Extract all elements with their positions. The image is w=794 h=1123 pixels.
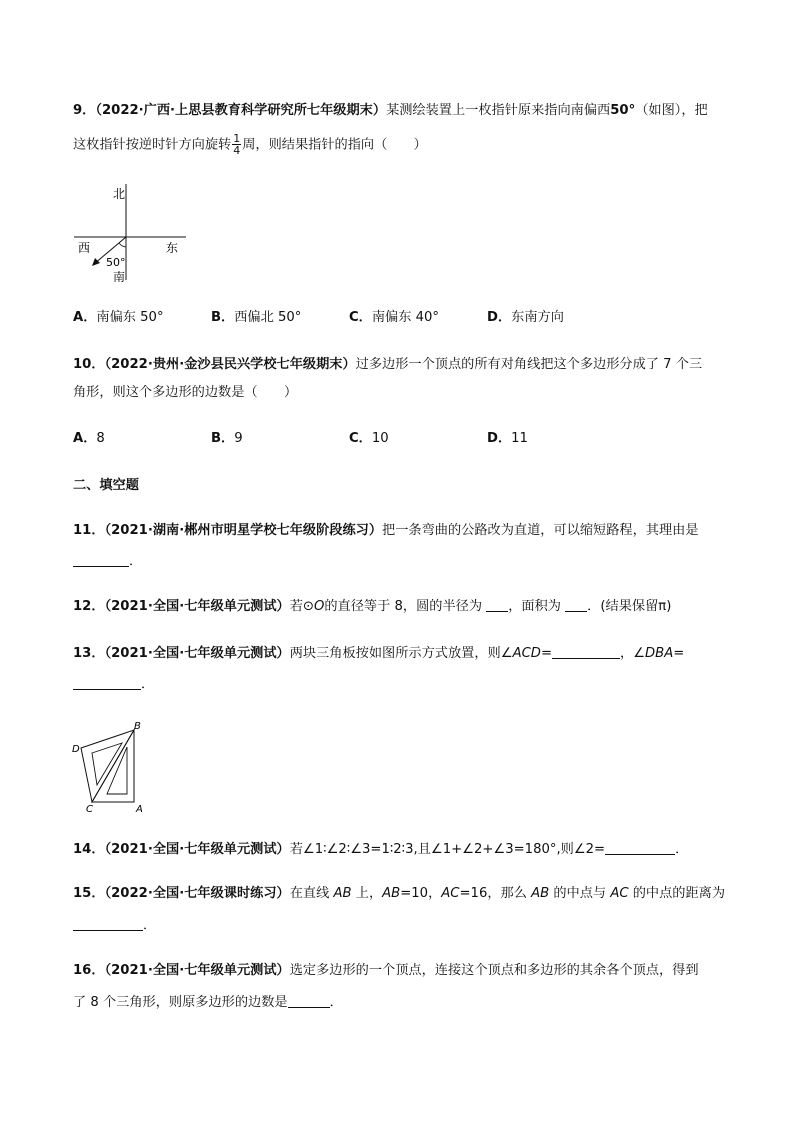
q11-tail: ． xyxy=(129,554,143,569)
compass-north: 北 xyxy=(113,187,126,201)
option-text: 8 xyxy=(96,431,105,446)
option-letter: B． xyxy=(211,431,235,446)
q15-t1: 在直线 xyxy=(289,886,334,901)
q13-line2 xyxy=(73,676,154,694)
option-letter: C． xyxy=(349,310,372,325)
point-a-label: A xyxy=(136,804,143,814)
q12-line xyxy=(73,598,671,616)
q15-ab: AB xyxy=(333,886,352,901)
q13-t3: ，∠ xyxy=(620,646,646,661)
q9-option-c[interactable] xyxy=(349,309,439,327)
q16-source: （2021·全国·七年级单元测试） xyxy=(104,963,290,978)
q9-option-d[interactable] xyxy=(487,309,564,327)
q15-t2: 上， xyxy=(351,886,383,901)
q9-source: （2022·广西·上思县教育科学研究所七年级期末） xyxy=(95,103,387,118)
q15-number: 15． xyxy=(73,886,105,901)
q13-source: （2021·全国·七年级单元测试） xyxy=(104,646,290,661)
q9-option-b[interactable] xyxy=(211,309,301,327)
compass-south: 南 xyxy=(113,270,126,284)
outer-triangle-b xyxy=(81,730,134,802)
q16-line2-text: 了 8 个三角形，则原多边形的边数是 xyxy=(73,995,288,1010)
q9-line2a: 这枚指针按逆时针方向旋转 xyxy=(73,137,232,153)
needle-arrowhead-icon xyxy=(92,258,100,266)
q9-text2: （如图），把 xyxy=(635,103,708,118)
q13-number: 13． xyxy=(73,646,105,661)
q13-acd: ACD xyxy=(512,646,541,661)
section-heading: 二、填空题 xyxy=(73,478,139,493)
q11-line1 xyxy=(73,522,699,540)
option-letter: D． xyxy=(487,310,512,325)
q10-option-b[interactable] xyxy=(211,430,243,448)
option-text: 11 xyxy=(511,431,528,446)
compass-west: 西 xyxy=(78,241,91,255)
q15-ac: AC xyxy=(441,886,460,901)
q15-line2 xyxy=(73,917,156,935)
q12-t4: ．(结果保留π) xyxy=(587,599,672,614)
q9-line2b: 周，则结果指针的指向（ ） xyxy=(242,137,427,153)
q15-line1 xyxy=(73,885,725,903)
option-letter: A． xyxy=(73,431,97,446)
q9-line1 xyxy=(73,102,708,120)
q10-option-a[interactable] xyxy=(73,430,105,448)
q9-option-a[interactable] xyxy=(73,309,164,327)
q12-number: 12． xyxy=(73,599,105,614)
q13-t1: 两块三角板按如图所示方式放置，则∠ xyxy=(289,646,513,661)
q13-acd-blank[interactable] xyxy=(552,645,620,659)
point-d-label: D xyxy=(72,744,80,755)
q10-number: 10． xyxy=(73,357,105,372)
q14-source: （2021·全国·七年级单元测试） xyxy=(104,842,290,857)
compass-angle-label: 50° xyxy=(106,256,126,269)
q11-text1: 把一条弯曲的公路改为直道，可以缩短路程，其理由是 xyxy=(382,523,699,538)
q15-ab3: AB xyxy=(531,886,550,901)
option-letter: D． xyxy=(487,431,512,446)
q12-o: O xyxy=(313,599,325,614)
q10-text1: 过多边形一个顶点的所有对角线把这个多边形分成了 7 个三 xyxy=(355,357,703,372)
q12-area-blank[interactable] xyxy=(565,598,587,612)
q13-dba-blank[interactable] xyxy=(73,676,141,690)
q13-t4: = xyxy=(673,646,685,661)
q16-text1: 选定多边形的一个顶点，连接这个顶点和多边形的其余各个顶点，得到 xyxy=(289,963,699,978)
q12-source: （2021·全国·七年级单元测试） xyxy=(104,599,290,614)
q10-option-c[interactable] xyxy=(349,430,389,448)
q9-compass-figure xyxy=(70,180,190,285)
q16-number: 16． xyxy=(73,963,105,978)
option-letter: C． xyxy=(349,431,372,446)
option-text: 南偏东 50° xyxy=(96,310,164,325)
q13-tail: ． xyxy=(141,677,155,692)
q15-answer-blank[interactable] xyxy=(73,917,143,931)
q12-t2: 的直径等于 8，圆的半径为 xyxy=(324,599,487,614)
q9-degree: 50° xyxy=(610,103,636,118)
q15-t4: =16，那么 xyxy=(459,886,532,901)
q12-radius-blank[interactable] xyxy=(486,598,508,612)
q9-fraction-numerator: 1 xyxy=(233,132,241,145)
q10-line1 xyxy=(73,356,702,374)
q15-t5: 的中点与 xyxy=(549,886,611,901)
q16-line1 xyxy=(73,962,699,980)
q14-text: 若∠1∶∠2∶∠3=1∶2∶3,且∠1+∠2+∠3=180°,则∠2= xyxy=(289,842,606,857)
q15-ac2: AC xyxy=(610,886,629,901)
inner-triangle-b xyxy=(92,743,122,785)
q16-answer-blank[interactable] xyxy=(288,994,330,1008)
q9-line2 xyxy=(73,133,427,156)
q16-tail: ． xyxy=(329,995,343,1010)
q11-answer-blank[interactable] xyxy=(73,553,129,567)
point-b-label: B xyxy=(134,721,141,732)
option-text: 10 xyxy=(371,431,389,446)
compass-east: 东 xyxy=(166,241,179,255)
q9-fraction-denominator: 4 xyxy=(233,144,241,157)
q15-source: （2022·全国·七年级课时练习） xyxy=(104,886,290,901)
option-text: 9 xyxy=(234,431,243,446)
q12-t3: ，面积为 xyxy=(508,599,566,614)
option-text: 西偏北 50° xyxy=(234,310,302,325)
option-text: 东南方向 xyxy=(511,310,564,325)
option-text: 南偏东 40° xyxy=(371,310,440,325)
q10-option-d[interactable] xyxy=(487,430,528,448)
q13-t2: = xyxy=(540,646,553,661)
q14-tail: ． xyxy=(675,842,689,857)
q10-source: （2022·贵州·金沙县民兴学校七年级期末） xyxy=(104,357,356,372)
q9-fraction xyxy=(232,133,241,156)
q11-source: （2021·湖南·郴州市明星学校七年级阶段练习） xyxy=(104,523,383,538)
angle-arc xyxy=(119,243,126,247)
q11-line2 xyxy=(73,553,142,571)
q13-triangle-figure xyxy=(70,718,150,814)
option-letter: A． xyxy=(73,310,97,325)
q16-line2 xyxy=(73,994,343,1012)
q9-text1: 某测绘装置上一枚指针原来指向南偏西 xyxy=(386,103,611,118)
q10-line2: 角形，则这个多边形的边数是（ ） xyxy=(73,385,298,400)
option-letter: B． xyxy=(211,310,235,325)
q11-number: 11． xyxy=(73,523,105,538)
q14-line xyxy=(73,841,688,859)
q15-ab2: AB xyxy=(382,886,401,901)
point-c-label: C xyxy=(86,804,93,814)
q14-number: 14． xyxy=(73,842,105,857)
q15-t6: 的中点的距离为 xyxy=(628,886,726,901)
q13-dba: DBA xyxy=(645,646,674,661)
q13-line1 xyxy=(73,645,684,663)
q14-answer-blank[interactable] xyxy=(605,841,675,855)
q9-number: 9． xyxy=(73,103,96,118)
q12-t1: 若⊙ xyxy=(289,599,314,614)
q15-t3: =10， xyxy=(400,886,442,901)
q15-tail: ． xyxy=(143,918,157,933)
